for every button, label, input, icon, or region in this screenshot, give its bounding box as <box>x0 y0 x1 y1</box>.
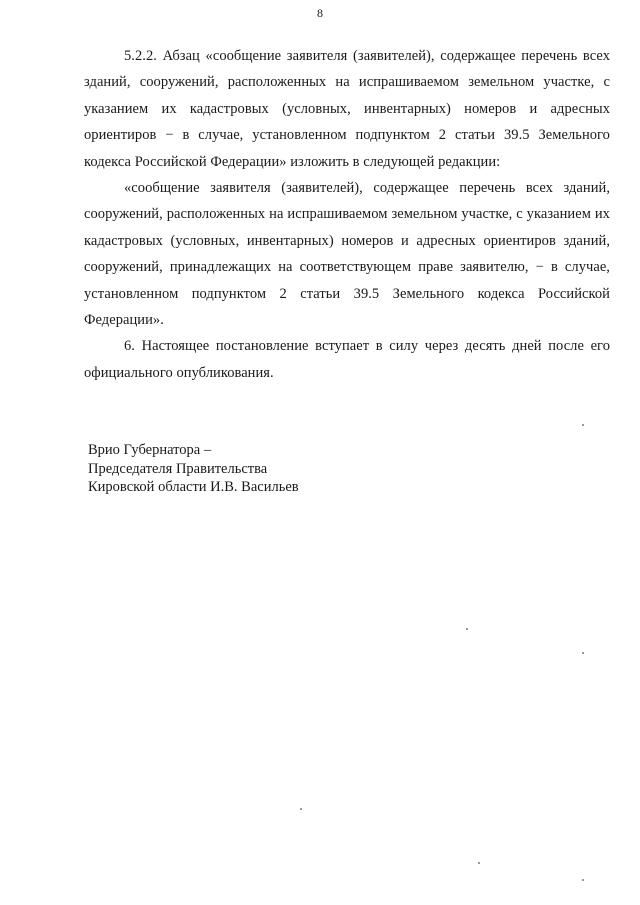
signature-title-line-3: Кировской области И.В. Васильев <box>88 479 299 495</box>
page-number: 8 <box>317 6 323 20</box>
signature-title-line-1: Врио Губернатора – <box>88 442 212 458</box>
document-body <box>84 43 610 386</box>
paragraph-new-wording: «сообщение заявителя (заявителей), содержащее перечень всех зданий, сооружений, расположенных на испрашиваемом земельном участке, с указанием их кадастровых (условных, инвентарных) номеров и адресных ориентиров зданий, сооружений, принадлежащих на соответствующем праве заявителю, − в случае, установленном подпунктом 2 статьи 39.5 Земельного кодекса Российской Федерации». <box>84 180 610 329</box>
scan-speck <box>466 628 468 630</box>
signature-title-line-2: Председателя Правительства <box>88 460 268 477</box>
scan-speck <box>478 862 480 864</box>
signature-block <box>88 441 408 497</box>
paragraph-amendment-5-2-2: 5.2.2. Абзац «сообщение заявителя (заявителей), содержащее перечень всех зданий, сооружений, расположенных на испрашиваемом земельном участке, с указанием их кадастровых (условных, инвентарных) номеров и адресных ориентиров − в случае, установленном подпунктом 2 статьи 39.5 Земельного кодекса Российской Федерации» изложить в следующей редакции: <box>84 48 610 170</box>
scan-speck <box>582 879 584 881</box>
scan-speck <box>582 424 584 426</box>
paragraph-entry-into-force: 6. Настоящее постановление вступает в силу через десять дней после его официального опубликования. <box>84 338 610 381</box>
scan-speck <box>300 808 302 810</box>
scan-speck <box>582 652 584 654</box>
